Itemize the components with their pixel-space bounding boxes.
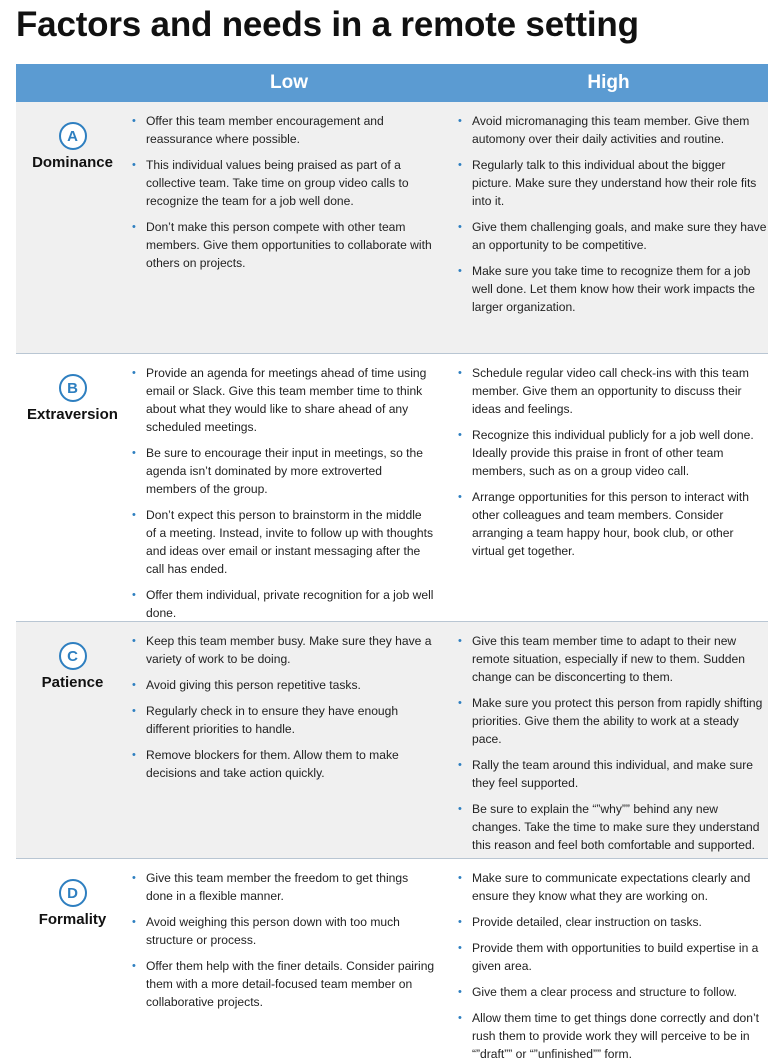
factor-letter-badge: D (59, 879, 87, 907)
factor-name: Patience (41, 674, 104, 691)
low-column (129, 859, 449, 1061)
list-item: • Avoid micromanaging this team member. Give them automony over their daily activities and routine. (455, 112, 768, 148)
header-high: High (587, 72, 630, 93)
factor-cell (16, 622, 129, 858)
factor-letter-badge: A (59, 122, 87, 150)
high-bullet-list (455, 869, 768, 1063)
factor-cell (16, 354, 129, 621)
list-item: • Regularly check in to ensure they have enough different priorities to handle. (129, 702, 435, 738)
list-item: • Make sure you take time to recognize them for a job well done. Let them know how their work impacts the larger organization. (455, 262, 768, 316)
list-item: • Provide them with opportunities to build expertise in a given area. (455, 939, 768, 975)
factor-cell (16, 859, 129, 1061)
list-item: • Allow them time to get things done correctly and don’t rush them to provide work they will perceive to be in “”draft”” or “”unfinished”” form. (455, 1009, 768, 1063)
list-item: • Give this team member time to adapt to their new remote situation, especially if new to them. Sudden change can be disconcerting to them. (455, 632, 768, 686)
high-bullet-list (455, 632, 768, 854)
list-item: • Provide an agenda for meetings ahead of time using email or Slack. Give this team member time to think about what they would like to share ahead of any scheduled meetings. (129, 364, 435, 436)
factor-name: Formality (38, 911, 107, 928)
list-item: • Make sure to communicate expectations clearly and ensure they know what they are working on. (455, 869, 768, 905)
low-column (129, 102, 449, 353)
list-item: • Don’t make this person compete with other team members. Give them opportunities to collaborate with others on projects. (129, 218, 435, 272)
low-bullet-list (129, 632, 435, 782)
page-title: Factors and needs in a remote setting (16, 5, 639, 44)
high-column (449, 102, 768, 353)
list-item: • Arrange opportunities for this person to interact with other colleagues and team members. Consider arranging a team happy hour, book club, or other virtual get together. (455, 488, 768, 560)
list-item: • Make sure you protect this person from rapidly shifting priorities. Give them the ability to work at a steady pace. (455, 694, 768, 748)
list-item: • Rally the team around this individual, and make sure they feel supported. (455, 756, 768, 792)
list-item: • Give them a clear process and structure to follow. (455, 983, 768, 1001)
factor-cell (16, 102, 129, 353)
list-item: • Be sure to encourage their input in meetings, so the agenda isn’t dominated by more extroverted members of the group. (129, 444, 435, 498)
list-item: • Offer this team member encouragement and reassurance where possible. (129, 112, 435, 148)
factor-letter-badge: C (59, 642, 87, 670)
list-item: • Don’t expect this person to brainstorm in the middle of a meeting. Instead, invite to follow up with thoughts and ideas over email or instant messaging after the call has ended. (129, 506, 435, 578)
list-item: • Provide detailed, clear instruction on tasks. (455, 913, 768, 931)
list-item: • Schedule regular video call check-ins with this team member. Give them an opportunity to discuss their ideas and feelings. (455, 364, 768, 418)
list-item: • Offer them individual, private recognition for a job well done. (129, 586, 435, 622)
high-column (449, 859, 768, 1061)
high-bullet-list (455, 112, 768, 316)
low-bullet-list (129, 869, 435, 1011)
high-column (449, 622, 768, 858)
factor-letter-badge: B (59, 374, 87, 402)
factor-name: Extraversion (27, 406, 118, 423)
low-bullet-list (129, 112, 435, 272)
low-column (129, 622, 449, 858)
table-row-extraversion (16, 354, 768, 622)
list-item: • Give them challenging goals, and make sure they have an opportunity to be competitive. (455, 218, 768, 254)
list-item: • Avoid weighing this person down with too much structure or process. (129, 913, 435, 949)
list-item: • Recognize this individual publicly for a job well done. Ideally provide this praise in front of other team members, such as on a group video call. (455, 426, 768, 480)
list-item: • This individual values being praised as part of a collective team. Take time on group video calls to recognize the team for a job well done. (129, 156, 435, 210)
factor-name: Dominance (32, 154, 113, 171)
high-bullet-list (455, 364, 768, 560)
low-bullet-list (129, 364, 435, 622)
table-row-dominance (16, 102, 768, 354)
header-low: Low (270, 72, 308, 93)
table-header (16, 64, 768, 102)
table-row-formality (16, 859, 768, 1061)
list-item: • Avoid giving this person repetitive tasks. (129, 676, 435, 694)
table-row-patience (16, 622, 768, 859)
list-item: • Regularly talk to this individual about the bigger picture. Make sure they understand how their role fits into it. (455, 156, 768, 210)
list-item: • Keep this team member busy. Make sure they have a variety of work to be doing. (129, 632, 435, 668)
list-item: • Offer them help with the finer details. Consider pairing them with a more detail-focused team member on collaborative projects. (129, 957, 435, 1011)
factors-table (16, 64, 768, 1061)
list-item: • Remove blockers for them. Allow them to make decisions and take action quickly. (129, 746, 435, 782)
list-item: • Give this team member the freedom to get things done in a flexible manner. (129, 869, 435, 905)
high-column (449, 354, 768, 621)
low-column (129, 354, 449, 621)
list-item: • Be sure to explain the “”why”” behind any new changes. Take the time to make sure they understand this reason and feel both comfortable and supported. (455, 800, 768, 854)
